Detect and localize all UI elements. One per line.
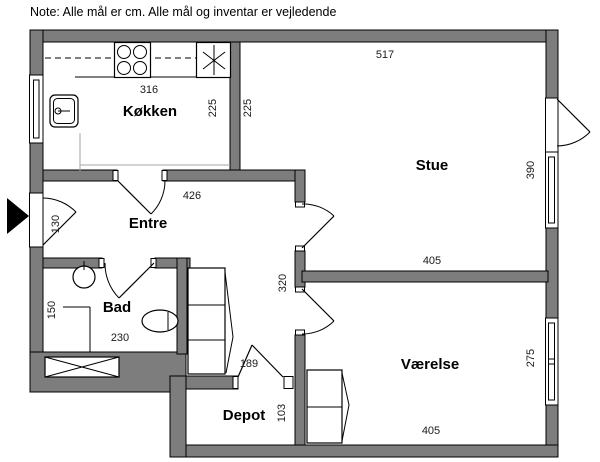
dim-storage-width: 189 [239,358,259,370]
dim-living-top-width: 517 [375,49,395,61]
wall-storage-top [186,376,238,389]
kitchen-door-jamb-right [162,171,167,181]
dim-kitchen-top-width: 316 [139,84,159,96]
wall-step [170,376,186,457]
balcony-door-leaf [557,99,590,132]
entrance-door-swing [43,198,76,212]
wall-entry-top-right [163,170,305,181]
dim-living-balcony-height: 390 [525,160,537,180]
storage-door-jamb-left [233,377,238,389]
wall-bath-right [177,258,187,354]
wall-hall-vertical-top [295,170,305,202]
kitchen-door-leaf [118,181,151,214]
bath-door-leaf [119,263,154,298]
living-door-leaf [302,216,334,248]
living-door-swing [302,204,334,216]
label-bedroom: Værelse [400,356,460,373]
bedroom-door-leaf [302,289,334,321]
plan-note: Note: Alle mål er cm. Alle mål og inventar er vejledende [30,5,337,19]
label-bath: Bad [102,299,132,316]
bedroom-wardrobe-door-line [342,373,349,441]
dim-bath-shower-width: 150 [46,300,58,320]
dim-bedroom-window-height: 275 [525,348,537,368]
entrance-door-opening [30,193,44,247]
dim-entry-width: 426 [182,190,202,202]
walls [30,30,558,457]
living-window-glass [549,157,555,223]
living-door-jamb-top [296,202,305,207]
kitchen-window-glass [34,80,40,138]
storage-door-jamb-right [284,377,293,389]
dim-living-bottom-width: 405 [422,255,442,267]
dim-hall-wall-height: 320 [277,273,289,293]
dim-kitchen-right-depth: 225 [207,98,219,118]
dim-living-left-depth: 225 [242,98,254,118]
bath-door-jamb-left [99,259,104,268]
wall-hall-vertical-bottom [295,335,305,445]
hall-closet-door-line [225,272,233,373]
wall-bath-top-left [43,258,102,268]
toilet-icon [142,310,178,332]
label-kitchen: Køkken [122,103,178,120]
wall-top [30,30,558,42]
closets [188,268,349,443]
label-living: Stue [415,157,449,174]
wall-entry-top-left [43,170,117,181]
hall-closet [188,268,225,374]
wall-kitchen-living [230,42,240,178]
balcony-door-opening [546,98,559,152]
wall-bottom [170,445,558,457]
wall-living-bedroom [302,271,548,282]
kitchen-door-jamb-left [113,171,118,181]
dim-entry-door-width: 130 [50,214,62,234]
bedroom-window-glass [549,323,555,400]
balcony-door-swing [557,132,590,146]
bath-door-swing [105,263,119,298]
entrance-arrow-icon [7,198,29,234]
dim-storage-wall-height: 103 [276,403,288,423]
label-storage: Depot [222,407,266,424]
bedroom-door-swing [302,321,334,334]
kitchen-door-swing [151,181,165,214]
dim-bath-width: 230 [110,332,130,344]
dim-bedroom-bottom-width: 405 [421,425,441,437]
label-entry: Entre [128,215,168,232]
